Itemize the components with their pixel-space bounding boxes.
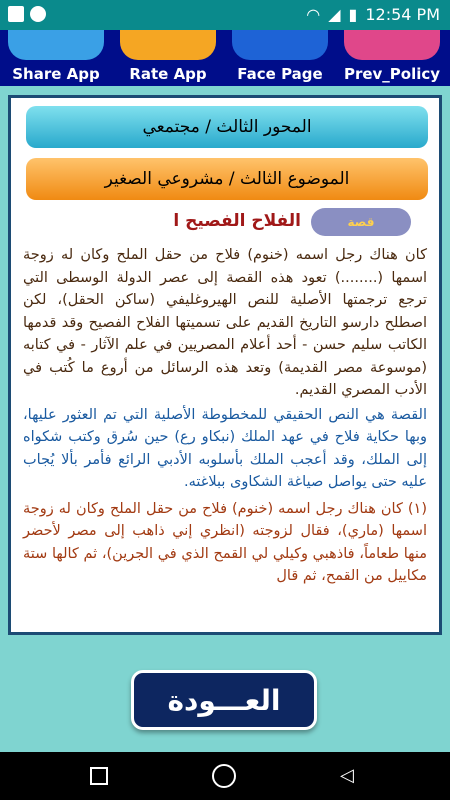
battery-icon: ▮ (348, 5, 358, 24)
recent-apps-icon[interactable] (90, 767, 108, 785)
story-paragraph-2: القصة هي النص الحقيقي للمخطوطة الأصلية التي تم العثور عليها، وبها حكاية فلاح في عهد الملك (نبكاو رع) حين سُرق وكتب شكواه إلى الملك، وقد أعجب الملك بأسلوبه الأدبي الرائع فأمر بألا يُجاب عليه حتى يواصل صياغة الشكاوى ببلاغته. (23, 406, 427, 490)
face-page-button[interactable] (224, 30, 336, 86)
privacy-policy-button[interactable] (336, 30, 448, 86)
face-page-label: Face Page (237, 65, 323, 83)
share-app-label: Share App (12, 65, 100, 83)
lesson-content[interactable] (8, 95, 442, 635)
story-paragraph-3: (١) كان هناك رجل اسمه (خنوم) فلاح من حقل الملح وكان له زوجة اسمها (ماري)، فقال لزوجته (انظري إني ذاهب إلى مصر لأحضر منها طعاماً، فاذهبي وكيلي لي القمح الذي في الجرين)، ثم كالها ستة مكاييل من القمح، ثم قال (23, 500, 427, 584)
rate-app-button[interactable] (112, 30, 224, 86)
story-text (23, 244, 427, 588)
android-notification-icon (30, 6, 46, 22)
back-nav-icon[interactable]: ◁ (340, 765, 354, 786)
shield-icon (344, 30, 440, 60)
wifi-icon: ◠ (306, 5, 321, 24)
rate-icon (120, 30, 216, 60)
share-icon (8, 30, 104, 60)
story-paragraph-1: كان هناك رجل اسمه (خنوم) فلاح من حقل الملح وكان له زوجة اسمها (........) تعود هذه القصة إلى عصر الدولة الوسطى التي ترجع ترجمتها الأصلية للنص الهيروغليفي (ساكن الحقل)، لكن اصطلح دارسو التاريخ القديم على تسميتها الفلاح الفصيح وقد قدمها الكاتب سليم حسن - أحد أعلام المصريين في علم الآثار - في كتابه (موسوعة مصر القديمة) وتعد هذه الرسائل من أروع ما كُتب في الأدب المصري القديم. (23, 247, 427, 398)
axis-title-banner: المحور الثالث / مجتمعي (26, 106, 428, 148)
share-app-button[interactable] (0, 30, 112, 86)
rate-app-label: Rate App (129, 65, 207, 83)
topic-title-banner: الموضوع الثالث / مشروعي الصغير (26, 158, 428, 200)
back-button[interactable]: العـــودة (131, 670, 317, 730)
home-icon[interactable] (212, 764, 236, 788)
app-notification-icon (8, 6, 24, 22)
story-heading (11, 208, 439, 238)
facebook-icon (232, 30, 328, 60)
navigation-bar (0, 752, 450, 800)
status-bar (0, 0, 450, 30)
privacy-policy-label: Prev_Policy (343, 65, 441, 83)
top-action-bar (0, 30, 450, 86)
status-time: 12:54 PM (365, 5, 440, 24)
story-badge: قصة (311, 208, 411, 236)
signal-icon: ◢ (328, 5, 341, 24)
story-title: الفلاح الفصيح ا (173, 211, 301, 231)
